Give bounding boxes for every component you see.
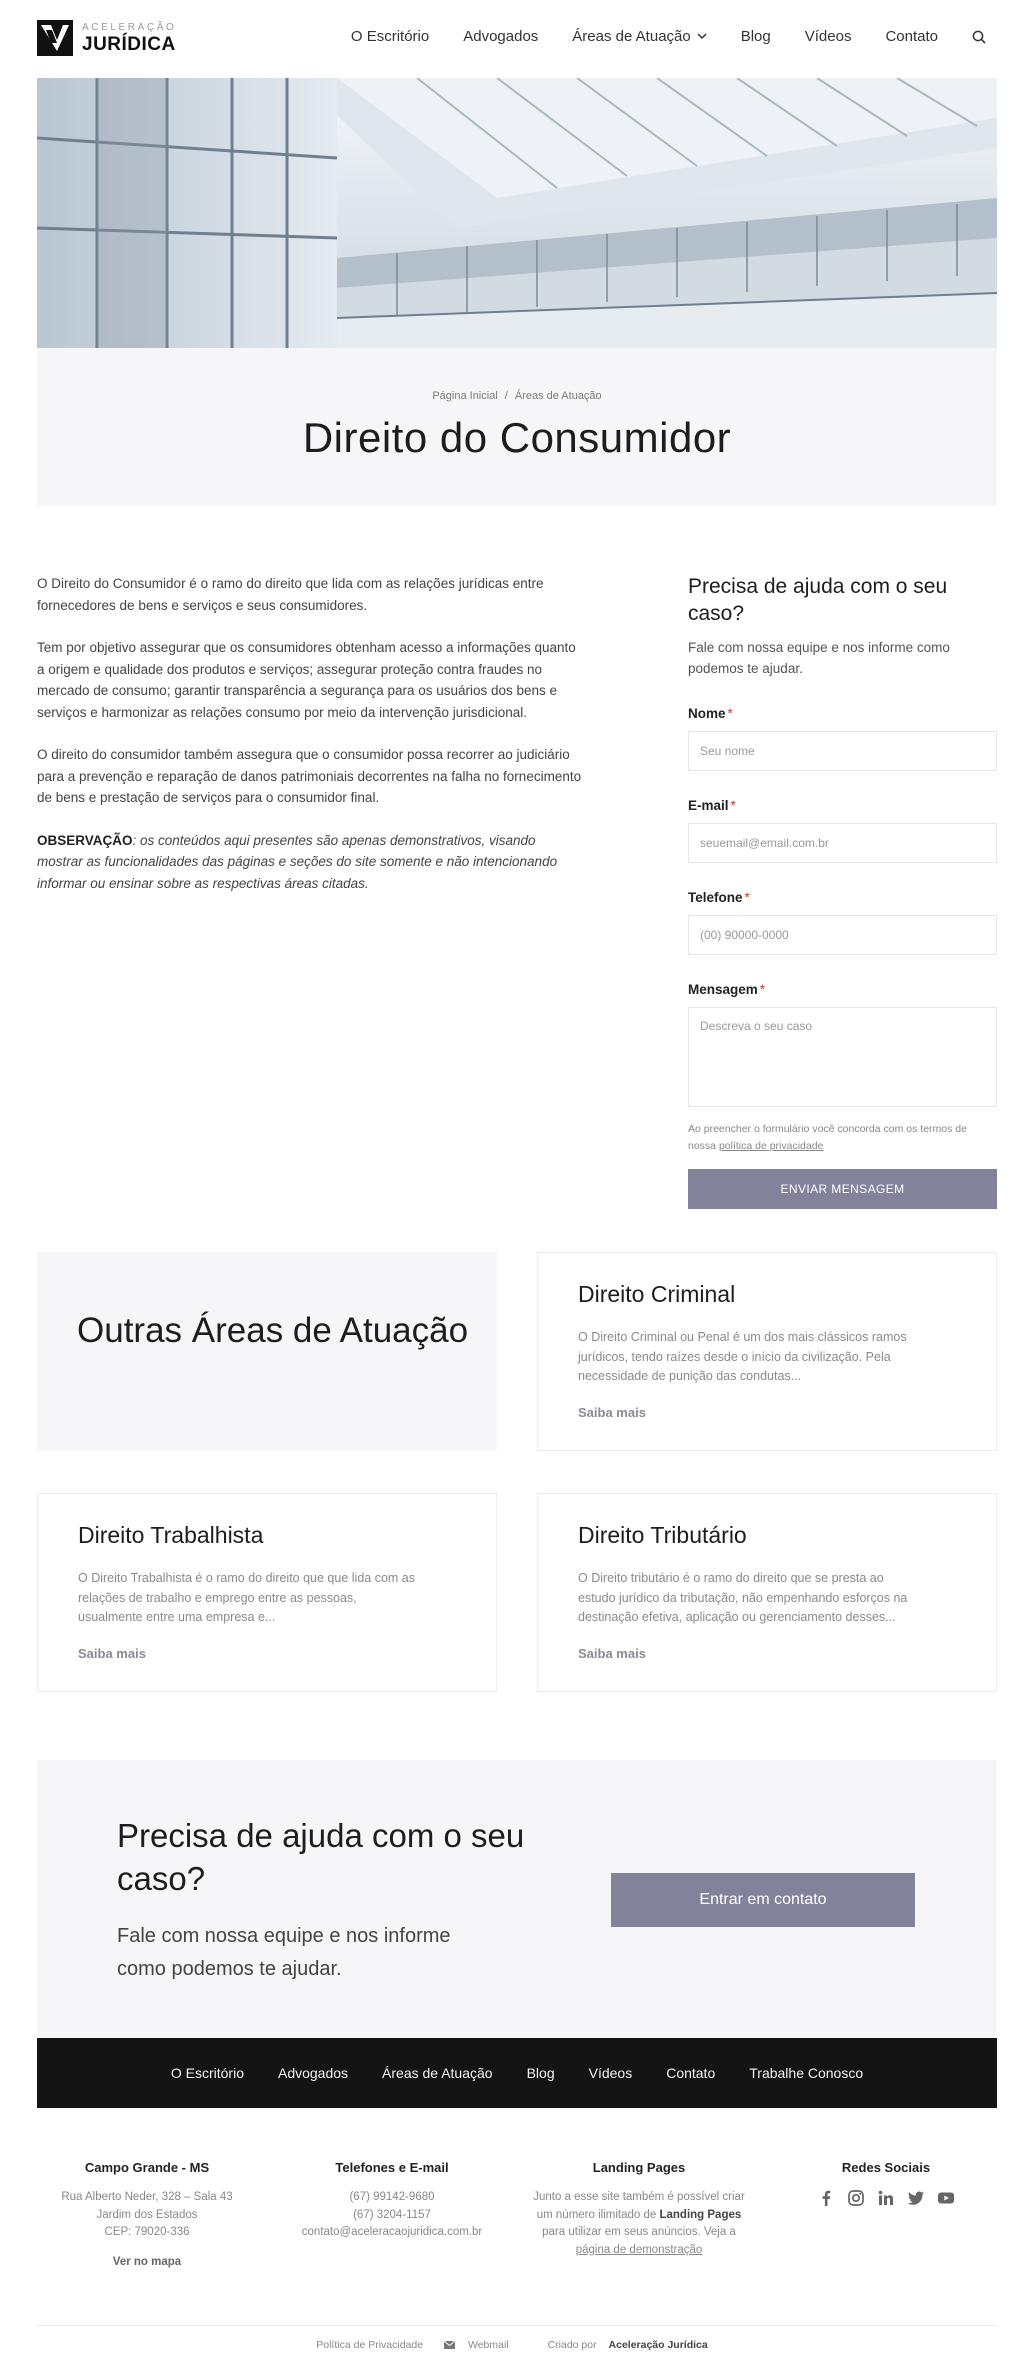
name-label-text: Nome	[688, 706, 726, 721]
site-logo[interactable]	[37, 20, 176, 56]
youtube-icon[interactable]	[937, 2189, 955, 2212]
name-label	[688, 706, 997, 721]
nav-item-areas-label: Áreas de Atuação	[572, 28, 691, 45]
email-input[interactable]	[688, 823, 997, 863]
footer-address-title: Campo Grande - MS	[84, 2160, 210, 2175]
article-content	[37, 573, 582, 915]
footer-address	[37, 2160, 257, 2268]
email-link[interactable]: contato@aceleracaojuridica.com.br	[301, 2226, 483, 2238]
privacy-link[interactable]: Política de Privacidade	[316, 2339, 424, 2351]
logo-mark-icon	[37, 20, 73, 56]
breadcrumb-separator: /	[504, 390, 508, 402]
contact-form	[688, 573, 997, 1209]
required-mark: *	[759, 982, 766, 997]
required-mark: *	[727, 706, 733, 721]
address-line: Jardim dos Estados	[96, 2208, 198, 2221]
nav-item-blog[interactable]: Blog	[740, 28, 771, 45]
message-label	[688, 982, 997, 997]
instagram-icon[interactable]	[847, 2189, 865, 2212]
nav-item-escritorio[interactable]: O Escritório	[350, 28, 430, 45]
terms-text: Ao preencher o formulário você concorda com os termos de nossa	[688, 1123, 967, 1152]
footer-social	[776, 2160, 996, 2212]
page-title: Direito do Consumidor	[302, 414, 732, 461]
phone-input[interactable]	[688, 915, 997, 955]
area-card-title: Direito Criminal	[578, 1281, 736, 1307]
footer-contact	[282, 2160, 502, 2242]
area-card-tributario	[537, 1493, 997, 1692]
form-title: Precisa de ajuda com o seu caso?	[688, 575, 948, 625]
area-card-more-link[interactable]: Saiba mais	[578, 1646, 646, 1661]
facebook-icon[interactable]	[817, 2189, 835, 2212]
area-card-text: O Direito tributário é o ramo do direito que se presta ao estudo jurídico da tributação, não empenhando esforços na destinação efetiva, aplicação ou gerenciamento desses...	[578, 1571, 908, 1624]
area-card-title: Direito Trabalhista	[78, 1522, 264, 1548]
nav-item-advogados[interactable]: Advogados	[463, 28, 539, 45]
chevron-down-icon	[697, 33, 707, 40]
nav-item-areas[interactable]	[572, 28, 706, 45]
credits	[539, 2339, 708, 2351]
other-areas-intro	[37, 1252, 497, 1451]
breadcrumb	[37, 390, 997, 402]
footer-nav-areas[interactable]: Áreas de Atuação	[382, 2065, 493, 2081]
area-card-trabalhista	[37, 1493, 497, 1692]
area-card-text: O Direito Trabalhista é o ramo do direito que que lida com as relações de trabalho e emprego entre as pessoas, usualmente entre uma empresa e...	[78, 1571, 415, 1624]
main-nav	[317, 28, 986, 45]
form-subtitle: Fale com nossa equipe e nos informe como podemos te ajudar.	[688, 640, 950, 676]
form-terms	[688, 1121, 997, 1155]
article-paragraph: Tem por objetivo assegurar que os consumidores obtenham acesso a informações quanto a origem e qualidade dos produtos e serviços; assegurar proteção contra fraudes no mercado de consumo; garantir transparência a segurança para os usuários dos bens e serviços e harmonizar as relações consumo por meio da intervenção jurisdicional.	[37, 640, 576, 720]
cta-section	[37, 1760, 997, 2038]
linkedin-icon[interactable]	[877, 2189, 895, 2212]
required-mark: *	[744, 890, 750, 905]
email-placeholder: seuemail@email.com.br	[700, 836, 829, 850]
landing-text: Junto a esse site também é possível criar	[533, 2191, 745, 2203]
footer-contact-title: Telefones e E-mail	[335, 2160, 449, 2175]
nav-item-videos[interactable]: Vídeos	[804, 28, 852, 45]
footer-social-title: Redes Sociais	[841, 2160, 931, 2175]
contact-cta-button[interactable]: Entrar em contato	[611, 1873, 915, 1927]
landing-demo-link[interactable]	[529, 2242, 749, 2260]
logo-text-top: ACELERAÇÃO	[82, 21, 177, 33]
logo-text	[82, 23, 176, 54]
area-card-text: O Direito Criminal ou Penal é um dos mais clássicos ramos jurídicos, tendo raízes desde o início da civilização. Pela necessidade de punição das condutas...	[578, 1330, 907, 1383]
footer-landing	[529, 2160, 749, 2259]
cta-subtitle: Fale com nossa equipe e nos informe como podemos te ajudar.	[117, 1925, 451, 1980]
credits-label: Criado por	[547, 2339, 597, 2351]
note-text: : os conteúdos aqui presentes são apenas demonstrativos, visando mostrar as funcionalidades das páginas e seções do site somente e não intencionando informar ou ensinar sobre as respectivas áreas citadas.	[37, 832, 558, 891]
email-label	[688, 798, 997, 813]
privacy-policy-link[interactable]: política de privacidade	[718, 1140, 824, 1152]
address-line: CEP: 79020-336	[104, 2226, 190, 2238]
social-icons	[776, 2189, 996, 2212]
hero-image	[37, 78, 997, 348]
phone-link[interactable]: (67) 99142-9680	[349, 2191, 435, 2203]
footer-divider	[37, 2325, 997, 2326]
article-paragraph: O Direito do Consumidor é o ramo do direito que lida com as relações jurídicas entre fornecedores de bens e serviços e seus consumidores.	[37, 576, 544, 613]
breadcrumb-home[interactable]: Página Inicial	[432, 390, 498, 402]
note-label: OBSERVAÇÃO	[37, 832, 133, 848]
message-label-text: Mensagem	[688, 982, 758, 997]
phone-label	[688, 890, 997, 905]
footer-nav-contato[interactable]: Contato	[666, 2065, 716, 2081]
phone-placeholder: (00) 90000-0000	[700, 928, 789, 942]
breadcrumb-current[interactable]: Áreas de Atuação	[514, 390, 602, 402]
submit-button[interactable]: ENVIAR MENSAGEM	[688, 1169, 997, 1209]
area-card-more-link[interactable]: Saiba mais	[578, 1405, 646, 1420]
area-card-criminal	[537, 1252, 997, 1451]
message-placeholder: Descreva o seu caso	[700, 1019, 813, 1033]
cta-title: Precisa de ajuda com o seu caso?	[117, 1817, 525, 1897]
footer-nav-trabalhe[interactable]: Trabalhe Conosco	[749, 2065, 864, 2081]
landing-text-b: Landing Pages	[659, 2208, 742, 2221]
phone-link[interactable]: (67) 3204-1157	[353, 2208, 431, 2221]
logo-text-bottom: JURÍDICA	[82, 33, 176, 55]
name-input[interactable]	[688, 731, 997, 771]
mail-icon	[444, 2341, 455, 2349]
nav-item-contato[interactable]: Contato	[885, 28, 938, 45]
footer-nav-blog[interactable]: Blog	[526, 2065, 555, 2081]
address-line: Rua Alberto Neder, 328 – Sala 43	[61, 2191, 233, 2203]
landing-text-a: um número ilimitado de	[536, 2208, 660, 2221]
other-areas-title: Outras Áreas de Atuação	[77, 1311, 469, 1350]
name-placeholder: Seu nome	[700, 744, 755, 758]
map-link[interactable]: Ver no mapa	[112, 2255, 182, 2268]
email-label-text: E-mail	[688, 798, 729, 813]
phone-label-text: Telefone	[688, 890, 743, 905]
footer-nav-videos[interactable]: Vídeos	[588, 2065, 633, 2081]
article-note	[37, 830, 582, 895]
webmail-link[interactable]	[444, 2339, 518, 2351]
twitter-icon[interactable]	[907, 2189, 925, 2212]
page-heading-section	[37, 348, 997, 506]
required-mark: *	[730, 798, 736, 813]
landing-text	[529, 2207, 749, 2225]
credits-company[interactable]: Aceleração Jurídica	[608, 2339, 708, 2351]
landing-text: para utilizar em seus anúncios. Veja a	[542, 2226, 736, 2238]
webmail-label: Webmail	[467, 2339, 509, 2351]
area-card-title: Direito Tributário	[578, 1522, 747, 1548]
footer-landing-title: Landing Pages	[592, 2160, 686, 2175]
message-textarea[interactable]	[688, 1007, 997, 1107]
bottom-bar	[0, 2339, 1024, 2351]
footer-nav	[37, 2038, 997, 2108]
landing-demo-link-text: página de demonstração	[575, 2243, 703, 2256]
site-header	[0, 0, 1024, 78]
footer-nav-advogados[interactable]: Advogados	[277, 2065, 349, 2081]
search-icon[interactable]	[972, 30, 986, 44]
area-card-more-link[interactable]: Saiba mais	[78, 1646, 146, 1661]
footer-nav-escritorio[interactable]: O Escritório	[170, 2065, 244, 2081]
article-paragraph: O direito do consumidor também assegura que o consumidor possa recorrer ao judiciário para a prevenção e reparação de danos patrimoniais decorrentes na falha no fornecimento de bens e prestação de serviços para o consumidor final.	[37, 747, 582, 805]
